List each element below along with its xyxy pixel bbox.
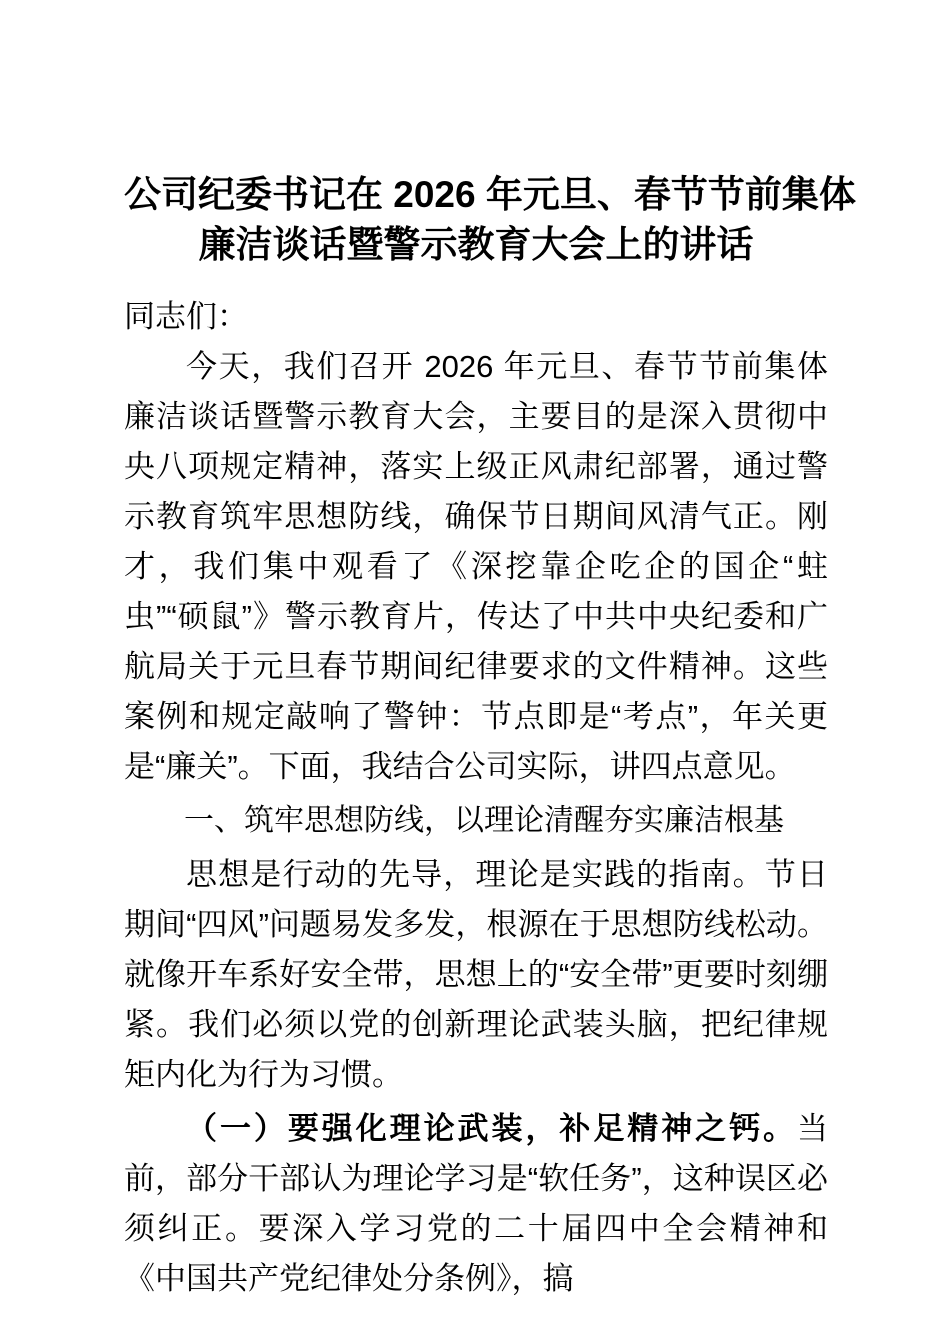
page-title <box>124 170 856 270</box>
opening-paragraph: 今天，我们召开 2026 年元旦、春节节前集体廉洁谈话暨警示教育大会，主要目的是深入贯彻中央八项规定精神，落实上级正风肃纪部署，通过警示教育筑牢思想防线，确保节日期间风清气正。刚才，我们集中观看了《深挖靠企吃企的国企“蛀虫”“硕鼠”》警示教育片，传达了中共中央纪委和广航局关于元旦春节期间纪律要求的文件精神。这些案例和规定敲响了警钟：节点即是“考点”，年关更是“廉关”。下面，我结合公司实际，讲四点意见。 <box>124 349 828 784</box>
subsection-1-body: 当前，部分干部认为理论学习是“软任务”，这种误区必须纠正。要深入学习党的二十届四中全会精神和《中国共产党纪律处分条例》，搞 <box>124 1111 828 1296</box>
subsection-1-paragraph <box>124 1104 828 1304</box>
page-title-line-1: 公司纪委书记在 2026 年元旦、春节节前集体 <box>124 174 856 215</box>
page-title-line-2: 廉洁谈话暨警示教育大会上的讲话 <box>198 224 754 265</box>
subsection-1-bold-lead: （一）要强化理论武装，补足精神之钙。 <box>186 1111 797 1146</box>
section-heading-1: 一、筑牢思想防线，以理论清醒夯实廉洁根基 <box>184 804 784 837</box>
document-body <box>124 170 856 1304</box>
section-1-paragraph: 思想是行动的先导，理论是实践的指南。节日期间“四风”问题易发多发，根源在于思想防线松动。就像开车系好安全带，思想上的“安全带”更要时刻绷紧。我们必须以党的创新理论武装头脑，把纪律规矩内化为行为习惯。 <box>124 857 828 1092</box>
salutation: 同志们： <box>124 299 248 334</box>
